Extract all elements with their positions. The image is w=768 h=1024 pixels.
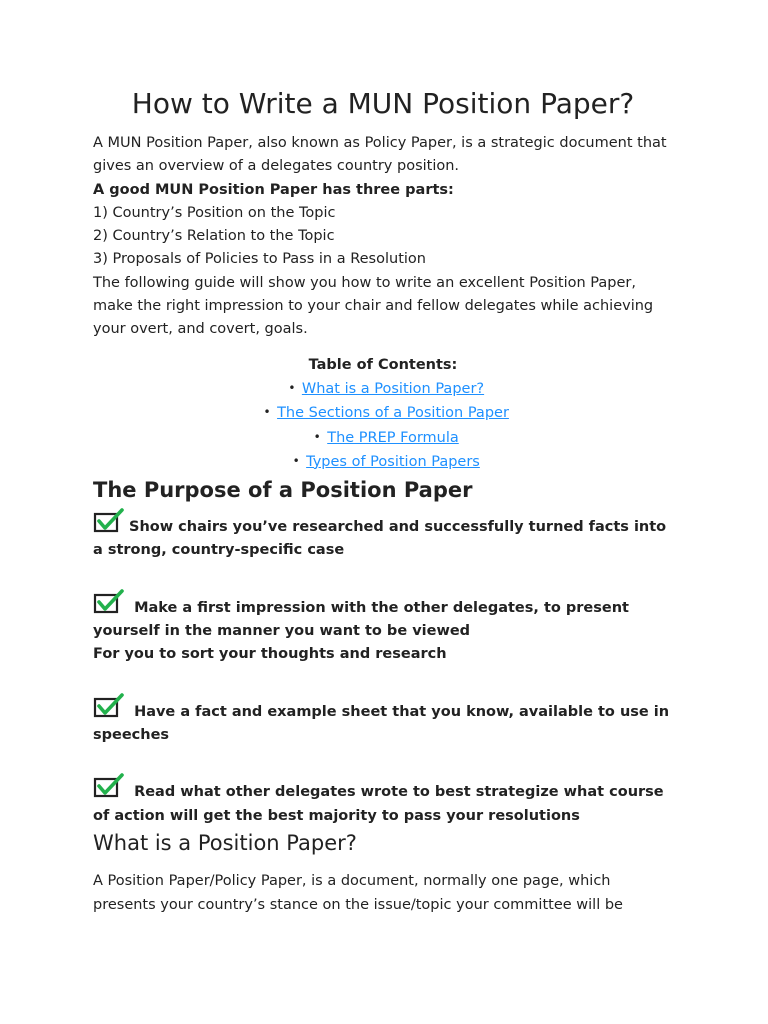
part-item-2: 2) Country’s Relation to the Topic [93, 228, 335, 245]
guide-paragraph: The following guide will show you how to write an excellent Position Paper, make the right impression to your chair and fellow delegates while achieving your overt, and covert, goals. [93, 274, 654, 338]
toc-item [93, 426, 673, 450]
purpose-item [93, 508, 673, 563]
document-page [93, 86, 673, 917]
toc-item [93, 377, 673, 401]
purpose-item [93, 693, 673, 748]
toc-link-prep-formula[interactable]: The PREP Formula [327, 429, 459, 446]
purpose-text: For you to sort your thoughts and research [93, 646, 447, 663]
purpose-text: Read what other delegates wrote to best strategize what course of action will get the best majority to pass your resolutions [93, 784, 664, 824]
toc-link-types[interactable]: Types of Position Papers [306, 453, 480, 470]
what-is-section [93, 869, 673, 917]
toc-heading: Table of Contents: [308, 356, 458, 373]
toc-item [93, 401, 673, 425]
part-item-1: 1) Country’s Position on the Topic [93, 204, 336, 221]
bullet-icon: • [263, 405, 271, 420]
table-of-contents [93, 354, 673, 474]
checkbox-check-icon [93, 589, 125, 615]
toc-list [93, 377, 673, 474]
checkbox-check-icon [93, 693, 125, 719]
purpose-item [93, 773, 673, 828]
page-title: How to Write a MUN Position Paper? [131, 87, 635, 120]
bullet-icon: • [313, 429, 321, 444]
toc-item [93, 450, 673, 474]
intro-paragraph: A MUN Position Paper, also known as Policy Paper, is a strategic document that gives an overview of a delegates country position. [93, 135, 667, 175]
what-is-paragraph: A Position Paper/Policy Paper, is a document, normally one page, which presents your country’s stance on the issue/topic your committee will be [93, 872, 623, 913]
what-is-heading: What is a Position Paper? [93, 830, 357, 855]
toc-link-sections[interactable]: The Sections of a Position Paper [277, 405, 509, 422]
purpose-text: Have a fact and example sheet that you know, available to use in speeches [93, 703, 670, 743]
bullet-icon: • [292, 453, 300, 468]
purpose-text: Show chairs you’ve researched and successfully turned facts into a strong, country-specific case [93, 519, 667, 559]
purpose-list [93, 508, 673, 828]
part-item-3: 3) Proposals of Policies to Pass in a Resolution [93, 251, 426, 268]
bullet-icon: • [288, 380, 296, 395]
intro-section [93, 132, 673, 342]
checkbox-check-icon [93, 773, 125, 799]
parts-heading: A good MUN Position Paper has three parts: [93, 181, 454, 198]
purpose-heading: The Purpose of a Position Paper [93, 478, 473, 503]
purpose-text: Make a first impression with the other delegates, to present yourself in the manner you want to be viewed [93, 599, 629, 640]
purpose-item [93, 589, 673, 667]
checkbox-check-icon [93, 508, 125, 534]
toc-link-what-is[interactable]: What is a Position Paper? [301, 380, 485, 397]
